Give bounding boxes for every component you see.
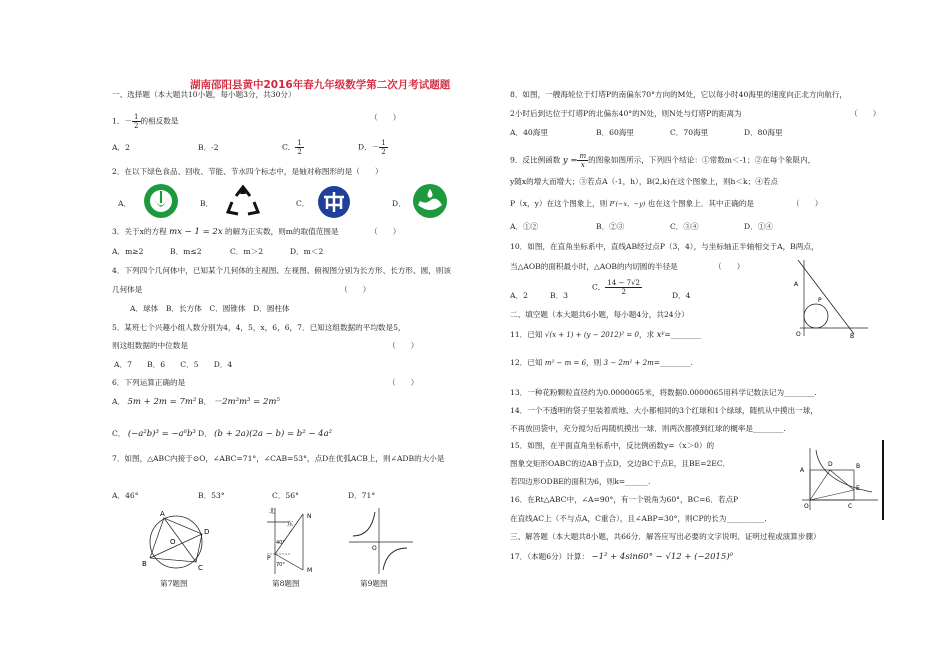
question-4: 4．下列四个几何体中，已知某个几何体的主视图、左视图、俯视图分别为长方形、长方形、圆，则该 bbox=[112, 266, 451, 275]
q7-option-a: A．46° bbox=[112, 491, 139, 500]
question-9: 9．反比例函数 y = $\frac{m}{x}$ 的图象如图所示，下列四个结论：①常数m＜-1；②在每个象限内， bbox=[510, 152, 816, 169]
q2-option-c: C． bbox=[296, 199, 310, 208]
q3-option-d: D．m＜2 bbox=[290, 247, 324, 256]
figure-10-incircle-diagram bbox=[790, 256, 870, 340]
q9-option-a: A．①② bbox=[510, 222, 539, 231]
question-9-paren: （ ） bbox=[792, 199, 823, 208]
svg-text:O: O bbox=[372, 545, 377, 552]
svg-text:B: B bbox=[850, 333, 855, 340]
svg-text:N: N bbox=[307, 513, 312, 520]
q3-option-b: B．m≤2 bbox=[170, 247, 202, 256]
q5-options: A．7 B．6 C．5 D．4 bbox=[114, 360, 233, 369]
question-15: 15．如图，在平面直角坐标系中，反比例函数y=（x＞0）的 bbox=[510, 441, 715, 450]
svg-text:40°: 40° bbox=[276, 540, 285, 546]
question-15-line2: 图象交矩形OABC的边AB于点D，交边BC于点E，且BE=2EC． bbox=[510, 459, 731, 468]
q9-option-b: B．②③ bbox=[596, 222, 625, 231]
svg-text:O: O bbox=[804, 503, 809, 510]
svg-text:D: D bbox=[204, 528, 210, 536]
question-9-line2: y随x的增大而增大；③若点A（-1，h），B(2,k)在这个图象上，则h＜k；④若点 bbox=[510, 177, 779, 186]
question-1: 1．－ $\frac{1}{2}$ 的相反数是 bbox=[112, 113, 179, 130]
question-8: 8．如图，一艘海轮位于灯塔P的南偏东70°方向的M处，它以每小时40海里的速度向正北方向航行， bbox=[510, 90, 847, 99]
svg-text:北: 北 bbox=[269, 508, 276, 515]
svg-text:P: P bbox=[818, 297, 822, 304]
q3-option-c: C．m＞2 bbox=[230, 247, 264, 256]
question-14-line2: 不再放回袋中，充分搅匀后再随机摸出一球．则两次都摸到红球的概率是________. bbox=[510, 424, 786, 433]
q1-option-d: D．－ $\frac{1}{2}$ bbox=[358, 139, 386, 156]
exam-title: 湖南邵阳县黄中2016年春九年级数学第二次月考试题题 bbox=[190, 79, 451, 91]
svg-text:M: M bbox=[307, 567, 313, 574]
figure-15-rectangle-hyperbola bbox=[796, 446, 880, 512]
q10-option-a: A．2 bbox=[510, 291, 528, 300]
q2-option-a: A． bbox=[118, 199, 132, 208]
q10-option-c: C． $\frac{14 - 7√2}{2}$ bbox=[592, 279, 640, 296]
svg-text:A: A bbox=[160, 510, 165, 518]
q6-option-a: A． 5m + 2m = 7m² bbox=[112, 397, 197, 407]
svg-text:D: D bbox=[828, 461, 833, 468]
question-9-line3: P（x，y）在这个图象上，则 P′(−x，−y) 也在这个图象上．其中正确的是 bbox=[510, 199, 755, 208]
question-11: 11．已知 √(x + 1) + (y − 2012)² = 0，求 xʸ=________ bbox=[510, 330, 702, 340]
svg-text:B: B bbox=[142, 560, 147, 568]
q8-option-d: D．80海里 bbox=[744, 128, 783, 137]
q9-option-d: D．①④ bbox=[744, 222, 773, 231]
section-fill-heading: 二、填空题（本大题共6小题，每小题4分，共24分） bbox=[510, 310, 689, 319]
q7-option-d: D．71° bbox=[348, 491, 376, 500]
figure-9-caption: 第9题图 bbox=[360, 579, 388, 588]
q6-option-c: C． (−a²b)³ = −a⁶b³ bbox=[112, 429, 196, 439]
question-4-paren: （ ） bbox=[340, 285, 371, 294]
question-8-paren: （ ） bbox=[850, 109, 881, 118]
question-3: 3．关于x的方程 mx − 1 = 2x 的解为正实数，则m的取值范围是 bbox=[112, 227, 339, 237]
q10-option-b: B．3 bbox=[550, 291, 569, 300]
q6-option-b: B． －2m²m³ = 2m⁵ bbox=[198, 397, 280, 407]
svg-text:A: A bbox=[794, 281, 799, 288]
question-10: 10．如图，在直角坐标系中，直线AB经过点P（3，4），与坐标轴正半轴相交于A，B两点， bbox=[510, 242, 819, 251]
question-13: 13．一种花粉颗粒直径约为0.0000065米，将数据0.0000065用科学记数法记为________. bbox=[510, 388, 817, 397]
figure-8-caption: 第8题图 bbox=[272, 579, 300, 588]
question-6: 6．下列运算正确的是 bbox=[112, 378, 186, 387]
section-answer-heading: 三、解答题（本大题共8小题，共66分．解答应写出必要的文字说明、证明过程或演算步骤） bbox=[510, 532, 821, 541]
question-17: 17．（本题6分）计算： −1² + 4sin60° − √12 + (−2015)⁰ bbox=[510, 552, 734, 562]
green-food-logo-icon bbox=[143, 183, 179, 219]
question-5: 5．某班七个兴趣小组人数分别为4，4，5，x，6，6，7．已知这组数据的平均数是5， bbox=[112, 323, 406, 332]
question-15-line3: 若四边形ODBE的面积为6，则k=______. bbox=[510, 477, 651, 486]
svg-text:C: C bbox=[848, 503, 853, 510]
question-3-paren: （ ） bbox=[370, 227, 401, 236]
question-2: 2．在以下绿色食品、回收、节能、节水四个标志中，是轴对称图形的是（ ） bbox=[112, 167, 383, 176]
question-10-line2: 当△AOB的面积最小时，△AOB的内切圆的半径是 bbox=[510, 262, 678, 271]
q1-option-b: B．-2 bbox=[198, 143, 219, 152]
question-16-line2: 在直线AC上（不与点A，C重合），且∠ABP=30°，则CP的长为__________. bbox=[510, 514, 767, 523]
q7-option-b: B．53° bbox=[198, 491, 225, 500]
q1-option-a: A．2 bbox=[112, 143, 130, 152]
question-4-line2: 几何体是 bbox=[112, 285, 143, 294]
svg-text:A: A bbox=[800, 467, 805, 474]
q9-option-c: C．③④ bbox=[670, 222, 699, 231]
figure-8-bearing-diagram bbox=[255, 504, 325, 576]
svg-text:东: 东 bbox=[287, 521, 294, 528]
q2-option-d: D． bbox=[392, 199, 406, 208]
q7-option-c: C．56° bbox=[272, 491, 299, 500]
binding-margin-line bbox=[882, 440, 884, 520]
q3-option-a: A．m≥2 bbox=[112, 247, 144, 256]
question-7: 7．如图，△ABC内接于⊙O，∠ABC=71°，∠CAB=53°，点D在优弧ACB上，则∠ADB的大小是 bbox=[112, 454, 445, 463]
question-6-paren: （ ） bbox=[388, 378, 419, 387]
svg-text:P: P bbox=[267, 555, 271, 562]
figure-7-caption: 第7题图 bbox=[160, 579, 188, 588]
svg-text:C: C bbox=[198, 564, 203, 572]
svg-text:O: O bbox=[170, 538, 176, 546]
q1-option-c: C． $\frac{1}{2}$ bbox=[282, 139, 302, 156]
energy-saving-logo-icon bbox=[317, 185, 351, 219]
svg-text:E: E bbox=[856, 485, 860, 492]
question-14: 14．一个不透明的袋子里装着质地、大小都相同的3个红球和1个绿球，随机从中摸出一球， bbox=[510, 406, 818, 415]
figure-7-circle-diagram bbox=[140, 506, 220, 574]
q8-option-b: B．60海里 bbox=[596, 128, 635, 137]
q8-option-c: C．70海里 bbox=[670, 128, 709, 137]
q6-option-d: D． (b + 2a)(2a − b) = b² − 4a² bbox=[198, 429, 333, 439]
q10-option-d: D．4 bbox=[672, 291, 691, 300]
question-12: 12．已知 m² − m = 6，则 3 − 2m² + 2m=________. bbox=[510, 358, 693, 367]
svg-text:B: B bbox=[856, 463, 861, 470]
question-8-line2: 2小时后到达位于灯塔P的北偏东40°的N处，则N处与灯塔P的距离为 bbox=[510, 109, 742, 118]
question-16: 16．在Rt△ABC中，∠A=90°，有一个锐角为60°，BC=6．若点P bbox=[510, 495, 739, 504]
water-saving-logo-icon bbox=[412, 183, 448, 219]
q8-option-a: A．40海里 bbox=[510, 128, 548, 137]
question-5-line2: 则这组数据的中位数是 bbox=[112, 341, 188, 350]
q2-option-b: B． bbox=[200, 199, 214, 208]
figure-9-hyperbola-graph bbox=[345, 506, 415, 576]
question-5-paren: （ ） bbox=[388, 341, 419, 350]
svg-text:70°: 70° bbox=[276, 562, 285, 568]
section-choice-heading: 一、选择题（本大题共10小题，每小题3分，共30分） bbox=[112, 90, 296, 99]
recycle-logo-icon bbox=[224, 184, 262, 218]
q4-options: A．球体 B．长方体 C．圆锥体 D．圆柱体 bbox=[130, 304, 290, 313]
question-10-paren: （ ） bbox=[714, 262, 745, 271]
svg-text:O: O bbox=[796, 331, 801, 338]
question-1-paren: （ ） bbox=[370, 113, 401, 122]
